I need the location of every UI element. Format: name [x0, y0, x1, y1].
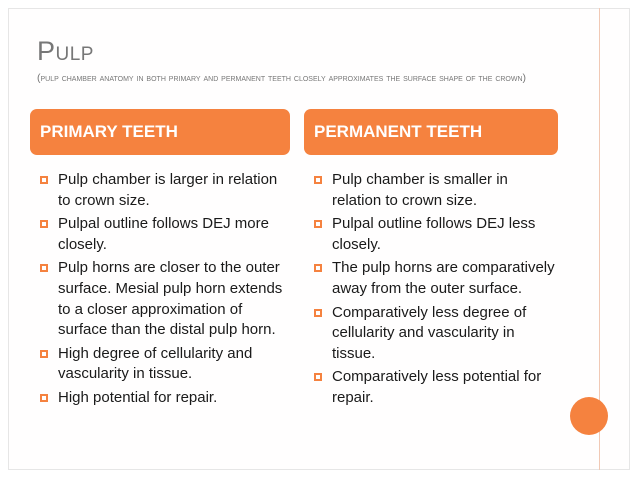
bullet-icon	[313, 263, 323, 273]
list-item	[36, 388, 286, 409]
list-item-text: Pulp chamber is smaller in relation to crown size.	[332, 171, 508, 209]
bullet-icon	[39, 175, 49, 185]
list-item	[36, 214, 286, 255]
list-item-text: Pulpal outline follows DEJ more closely.	[58, 215, 269, 253]
slide-subtitle: (pulp chamber anatomy in both primary and permanent teeth closely approximates the surface shape of the crown)	[37, 72, 527, 84]
slide-title: Pulp	[37, 36, 94, 66]
bullet-icon	[39, 263, 49, 273]
bullet-icon	[313, 219, 323, 229]
list-item-text: Comparatively less potential for repair.	[332, 368, 542, 406]
bullet-icon	[313, 372, 323, 382]
bullet-icon	[39, 219, 49, 229]
list-item-text: Pulp chamber is larger in relation to crown size.	[58, 171, 278, 209]
primary-teeth-list	[36, 170, 286, 412]
list-item-text: Comparatively less degree of cellularity and vascularity in tissue.	[332, 303, 527, 362]
list-item-text: The pulp horns are comparatively away from the outer surface.	[332, 259, 555, 297]
bullet-icon	[39, 349, 49, 359]
permanent-teeth-header: PERMANENT TEETH	[304, 109, 558, 155]
bullet-icon	[313, 175, 323, 185]
list-item	[310, 303, 560, 365]
bullet-icon	[313, 308, 323, 318]
list-item	[36, 170, 286, 211]
list-item	[310, 214, 560, 255]
permanent-teeth-list	[310, 170, 560, 412]
list-item	[36, 344, 286, 385]
list-item-text: High potential for repair.	[58, 388, 218, 406]
bullet-icon	[39, 393, 49, 403]
list-item	[310, 170, 560, 211]
list-item	[310, 258, 560, 299]
orange-circle-button[interactable]	[570, 397, 608, 435]
list-item-text: High degree of cellularity and vascularity in tissue.	[58, 344, 253, 383]
list-item-text: Pulp horns are closer to the outer surface. Mesial pulp horn extends to a closer approximation of surface than the distal pulp horn.	[58, 259, 283, 339]
primary-teeth-header: PRIMARY TEETH	[30, 109, 290, 155]
list-item	[310, 367, 560, 408]
list-item	[36, 258, 286, 340]
list-item-text: Pulpal outline follows DEJ less closely.	[332, 215, 536, 253]
